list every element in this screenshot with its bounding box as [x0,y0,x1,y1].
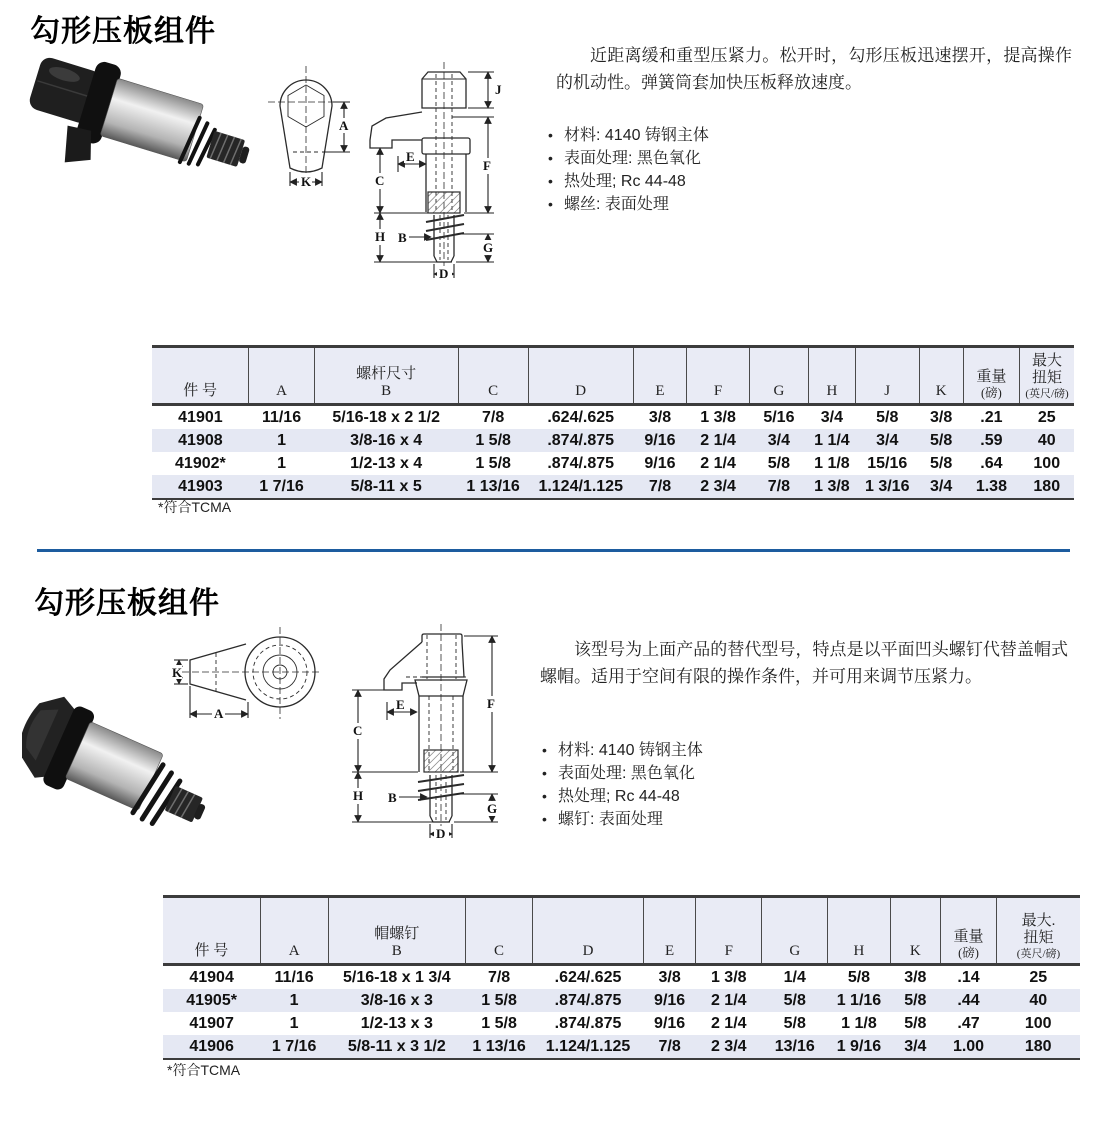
column-header: F [696,897,762,965]
column-header: K [919,347,963,405]
column-header: 最大. 扭矩 (英尺/磅) [996,897,1080,965]
table-cell: 1 13/16 [472,1037,526,1055]
section2-spec-table-wrap [163,895,1080,1060]
dim-label-a: A [214,706,224,721]
dim-label-d: D [436,826,446,841]
table-cell: 7/8 [487,968,511,986]
table-cell: 3/8 [658,968,681,986]
table-cell: 1 3/16 [864,477,910,495]
table-cell: .874/.875 [554,991,622,1009]
table-cell: 2 1/4 [710,1014,747,1032]
table-cell: 1 7/16 [259,477,304,495]
table-cell: 1 9/16 [836,1037,882,1055]
column-header: F [687,347,750,405]
table-cell: 7/8 [767,477,791,495]
dim-label-f: F [487,696,495,711]
table-row [152,429,1074,452]
table-cell: 41908 [178,431,223,449]
table-row [163,965,1080,990]
section2-description: 该型号为上面产品的替代型号，特点是以平面凹头螺钉代替盖帽式螺帽。适用于空间有限的操作条件，并可用来调节压紧力。 [540,640,1068,686]
dim-label-k: K [301,174,312,189]
section2-spec-list [540,739,703,831]
table-cell: 3/4 [904,1037,927,1055]
table-cell: .47 [957,1014,980,1032]
table-cell: 40 [1029,991,1048,1009]
table-cell: .59 [980,431,1003,449]
column-header: 重量 (磅) [941,897,997,965]
table-cell: .44 [957,991,980,1009]
table-cell: 41901 [178,408,223,426]
spec-item: • 表面处理: 黑色氧化 [546,147,709,170]
table-cell: 5/8 [876,408,899,426]
table-cell: 1.38 [975,477,1007,495]
table-cell: 2 1/4 [700,431,736,449]
dim-label-k: K [172,665,183,680]
column-header: H [828,897,890,965]
section1-spec-table-wrap [152,345,1074,500]
table-cell: 5/8 [847,968,871,986]
table-cell: 41904 [189,968,234,986]
table-cell: 15/16 [867,454,908,472]
top-view-drawing-hex-head [266,64,352,190]
column-header: J [855,347,919,405]
table-cell: 1 [277,431,286,449]
column-header: K [890,897,940,965]
column-header: C [466,897,533,965]
table-row [163,989,1080,1012]
table-cell: 3/8 [904,968,927,986]
table-cell: 1 [289,991,299,1009]
table-cell: 5/8 [930,454,953,472]
dim-label-h: H [375,229,386,244]
column-header: 重量 (磅) [963,347,1019,405]
table-cell: 1.124/1.125 [538,477,623,495]
table-cell: 11/16 [274,968,314,986]
section1-title: 勾形压板组件 [30,15,216,48]
side-view-drawing-hex-nut-clamp [352,60,507,300]
dim-label-h: H [353,788,364,803]
spec-table [152,345,1074,500]
dim-label-c: C [353,723,363,738]
table-cell: 1/4 [783,968,806,986]
table-cell: 1 5/8 [475,431,511,449]
product-photo-flat-head-clamp [22,688,227,838]
table-cell: 3/8 [648,408,672,426]
spec-item: • 螺丝: 表面处理 [546,193,709,216]
side-view-drawing-flat-screw-clamp [330,622,505,862]
table-cell: 2 1/4 [710,991,747,1009]
dim-label-b: B [398,230,407,245]
table-cell: 3/4 [930,477,953,495]
table-cell: .14 [957,968,980,986]
table-row [163,1012,1080,1035]
table-cell: 1 13/16 [466,477,520,495]
column-header: G [749,347,808,405]
table-cell: 7/8 [648,477,672,495]
table-cell: 180 [1033,477,1061,495]
table-cell: 5/8 [904,991,927,1009]
column-header: H [808,347,855,405]
table-cell: .21 [980,408,1003,426]
section1-spec-list [546,124,709,216]
table-cell: 1 1/8 [841,1014,877,1032]
column-header: D [528,347,633,405]
table-cell: 1/2-13 x 4 [350,454,423,472]
section2-title: 勾形压板组件 [34,587,220,620]
table-cell: 5/16 [763,408,795,426]
spec-table [163,895,1080,1060]
table-cell: 41905* [186,991,237,1009]
section2-footnote: *符合TCMA [167,1062,241,1078]
table-cell: 41907 [189,1014,234,1032]
table-cell: 5/16-18 x 2 1/2 [332,408,440,426]
table-cell: 9/16 [644,454,676,472]
dim-label-j: J [495,82,502,97]
section-divider [37,549,1070,552]
table-cell: 9/16 [654,991,686,1009]
table-cell: 5/8-11 x 3 1/2 [347,1037,446,1055]
column-header: E [633,347,686,405]
table-cell: 5/8 [904,1014,927,1032]
table-cell: 40 [1037,431,1056,449]
spec-item: • 螺钉: 表面处理 [540,808,703,831]
spec-item: • 材料: 4140 铸钢主体 [546,124,709,147]
table-cell: 5/8 [930,431,953,449]
table-row [152,405,1074,430]
table-cell: 1 3/8 [700,408,736,426]
table-cell: 9/16 [654,1014,686,1032]
dim-label-g: G [487,801,498,816]
dim-label-b: B [388,790,397,805]
table-cell: 7/8 [482,408,505,426]
table-cell: .874/.875 [547,431,615,449]
spec-item: • 表面处理: 黑色氧化 [540,762,703,785]
product-photo-hook-clamp [24,48,264,178]
table-cell: 5/8 [783,1014,806,1032]
table-cell: 5/8 [783,991,806,1009]
dim-label-e: E [396,697,405,712]
table-cell: 3/4 [820,408,844,426]
column-header: 螺杆尺寸 B [314,347,458,405]
column-header: G [762,897,828,965]
dim-label-d: D [439,266,449,281]
dim-label-e: E [406,149,415,164]
column-header: 件 号 [163,897,260,965]
section1-footnote: *符合TCMA [158,499,232,515]
column-header: A [249,347,314,405]
table-cell: 2 3/4 [700,477,736,495]
table-cell: 25 [1037,408,1056,426]
table-cell: 2 3/4 [710,1037,747,1055]
section1-description: 近距离缓和重型压紧力。松开时，勾形压板迅速摆开，提高操作的机动性。弹簧筒套加快压板释放速度。 [556,46,1072,92]
table-cell: 2 1/4 [700,454,736,472]
spec-item: • 材料: 4140 铸钢主体 [540,739,703,762]
dim-label-g: G [483,240,494,255]
table-cell: 13/16 [774,1037,815,1055]
table-cell: 100 [1033,454,1061,472]
column-header: 帽螺钉 B [328,897,466,965]
table-cell: 9/16 [644,431,676,449]
table-cell: 3/4 [767,431,791,449]
dim-label-c: C [375,173,385,188]
column-header: C [458,347,528,405]
table-cell: 1 3/8 [814,477,850,495]
table-cell: 3/8-16 x 3 [360,991,433,1009]
table-cell: 1 3/8 [710,968,747,986]
table-cell: .64 [980,454,1003,472]
table-cell: 1 5/8 [481,1014,517,1032]
table-cell: 1 1/8 [814,454,850,472]
dim-label-f: F [483,158,491,173]
table-cell: 1 5/8 [475,454,511,472]
table-cell: 5/16-18 x 1 3/4 [342,968,451,986]
table-cell: 25 [1029,968,1048,986]
table-cell: 3/8 [930,408,953,426]
table-cell: 41906 [189,1037,234,1055]
table-cell: 1/2-13 x 3 [360,1014,433,1032]
column-header: 最大 扭矩 (英尺/磅) [1020,347,1074,405]
table-cell: 1 5/8 [481,991,517,1009]
column-header: 件 号 [152,347,249,405]
table-cell: 1 [277,454,286,472]
table-cell: .874/.875 [547,454,615,472]
dim-label-a: A [339,118,349,133]
spec-item: • 热处理; Rc 44-48 [540,785,703,808]
table-cell: 5/8 [767,454,791,472]
table-cell: 1.124/1.125 [545,1037,631,1055]
table-cell: 1.00 [952,1037,985,1055]
table-cell: .624/.625 [547,408,615,426]
table-cell: 1 7/16 [271,1037,317,1055]
table-cell: 180 [1024,1037,1052,1055]
table-row [152,452,1074,475]
table-cell: 3/8-16 x 4 [350,431,423,449]
table-cell: .874/.875 [554,1014,622,1032]
table-cell: 5/8-11 x 5 [350,477,422,495]
table-cell: 11/16 [261,408,302,426]
table-cell: .624/.625 [554,968,622,986]
column-header: D [533,897,644,965]
column-header: A [260,897,328,965]
table-cell: 7/8 [658,1037,681,1055]
table-cell: 100 [1024,1014,1052,1032]
column-header: E [643,897,695,965]
table-cell: 41903 [178,477,223,495]
spec-item: • 热处理; Rc 44-48 [546,170,709,193]
table-cell: 3/4 [876,431,899,449]
table-cell: 1 1/4 [814,431,850,449]
table-cell: 41902* [175,454,226,472]
table-cell: 1 [289,1014,299,1032]
table-row [152,475,1074,499]
table-cell: 1 1/16 [836,991,882,1009]
table-row [163,1035,1080,1059]
